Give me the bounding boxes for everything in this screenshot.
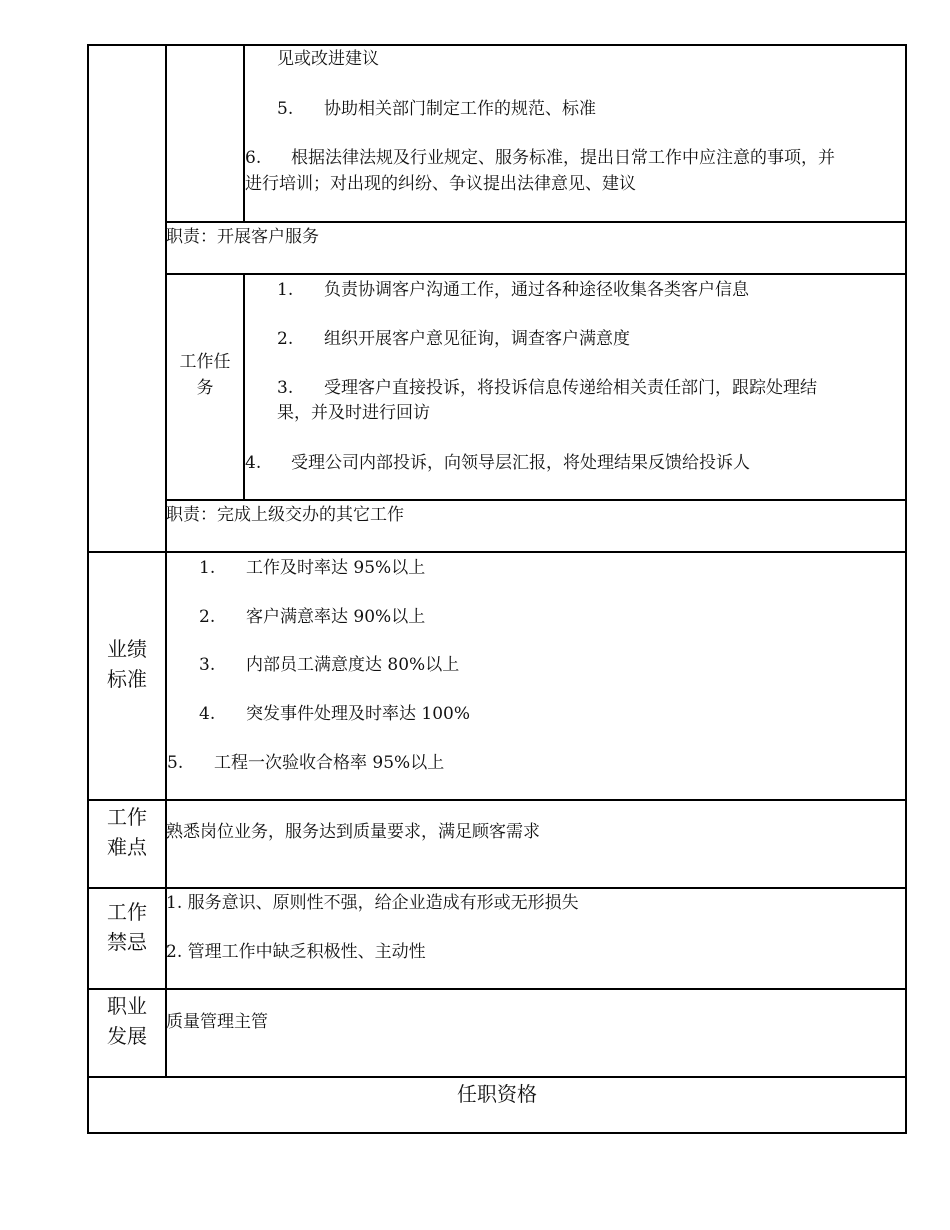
task-item-number: 2. — [277, 329, 294, 349]
performance-item-2 — [199, 605, 425, 629]
divider-duty-2-top — [165, 221, 907, 223]
performance-label-line2: 标准 — [107, 667, 147, 691]
divider-duty-2-tasks — [165, 273, 907, 275]
task-item-text: 组织开展客户意见征询，调查客户满意度 — [324, 329, 630, 349]
task-item-number: 4. — [245, 453, 262, 473]
border-top — [87, 44, 907, 46]
taboo-label-line1: 工作 — [107, 900, 147, 924]
task-label-line1: 工作任 — [179, 352, 231, 372]
task-item-3 — [277, 376, 817, 400]
duty-title: 职责：开展客户服务 — [166, 227, 319, 247]
performance-item-3 — [199, 653, 459, 677]
performance-item-text: 工程一次验收合格率 95%以上 — [214, 753, 445, 773]
border-left — [87, 44, 89, 1134]
border-bottom — [87, 1132, 907, 1134]
task-item-text: 根据法律法规及行业规定、服务标准，提出日常工作中应注意的事项，并 — [291, 148, 835, 168]
qualification-title: 任职资格 — [457, 1082, 537, 1106]
divider-difficulty — [87, 799, 907, 801]
taboo-label-line2: 禁忌 — [107, 930, 147, 954]
task-item-5 — [277, 97, 596, 121]
task-item-6 — [245, 146, 835, 170]
duty-title-other: 职责：完成上级交办的其它工作 — [166, 505, 404, 525]
task-item-number: 5. — [277, 99, 294, 119]
performance-item-number: 4. — [199, 704, 216, 724]
performance-item-text: 突发事件处理及时率达 100% — [246, 704, 471, 724]
taboo-item-2: 2. 管理工作中缺乏积极性、主动性 — [166, 942, 426, 962]
performance-item-text: 工作及时率达 95%以上 — [246, 558, 426, 578]
performance-item-4 — [199, 702, 470, 726]
border-right — [905, 44, 907, 1134]
career-label-line1: 职业 — [107, 994, 147, 1018]
difficulty-text: 熟悉岗位业务，服务达到质量要求，满足顾客需求 — [166, 822, 540, 842]
performance-item-1 — [199, 556, 425, 580]
task-item-2 — [277, 327, 630, 351]
task-item-6-line2: 进行培训；对出现的纠纷、争议提出法律意见、建议 — [245, 174, 636, 194]
task-item-4 — [245, 451, 750, 475]
performance-item-text: 客户满意率达 90%以上 — [246, 607, 426, 627]
task-item-text: 受理公司内部投诉，向领导层汇报，将处理结果反馈给投诉人 — [291, 453, 750, 473]
task-item-text: 负责协调客户沟通工作，通过各种途径收集各类客户信息 — [324, 280, 749, 300]
performance-item-number: 2. — [199, 607, 216, 627]
task-item-text: 协助相关部门制定工作的规范、标准 — [324, 99, 596, 119]
career-text: 质量管理主管 — [166, 1012, 268, 1032]
divider-qualification — [87, 1076, 907, 1078]
performance-item-number: 5. — [167, 753, 184, 773]
task-item-3-line2: 果，并及时进行回访 — [277, 403, 430, 423]
difficulty-label-line2: 难点 — [107, 835, 147, 859]
task-label-line2: 务 — [196, 378, 214, 398]
career-label-line2: 发展 — [107, 1024, 147, 1048]
performance-item-number: 1. — [199, 558, 216, 578]
divider-performance — [87, 551, 907, 553]
divider-duty-3-top — [165, 499, 907, 501]
task-item-1 — [277, 278, 749, 302]
performance-label-line1: 业绩 — [107, 637, 147, 661]
taboo-item-1: 1. 服务意识、原则性不强，给企业造成有形或无形损失 — [166, 893, 579, 913]
task-item-text: 受理客户直接投诉，将投诉信息传递给相关责任部门，跟踪处理结 — [324, 378, 817, 398]
difficulty-label-line1: 工作 — [107, 805, 147, 829]
performance-item-text: 内部员工满意度达 80%以上 — [246, 655, 460, 675]
task-item-number: 3. — [277, 378, 294, 398]
task-item-number: 6. — [245, 148, 262, 168]
task-continuation-text: 见或改进建议 — [277, 49, 379, 69]
label-column-divider — [165, 44, 167, 1078]
task-item-number: 1. — [277, 280, 294, 300]
performance-item-number: 3. — [199, 655, 216, 675]
divider-career — [87, 988, 907, 990]
performance-item-5 — [167, 751, 444, 775]
divider-taboo — [87, 887, 907, 889]
